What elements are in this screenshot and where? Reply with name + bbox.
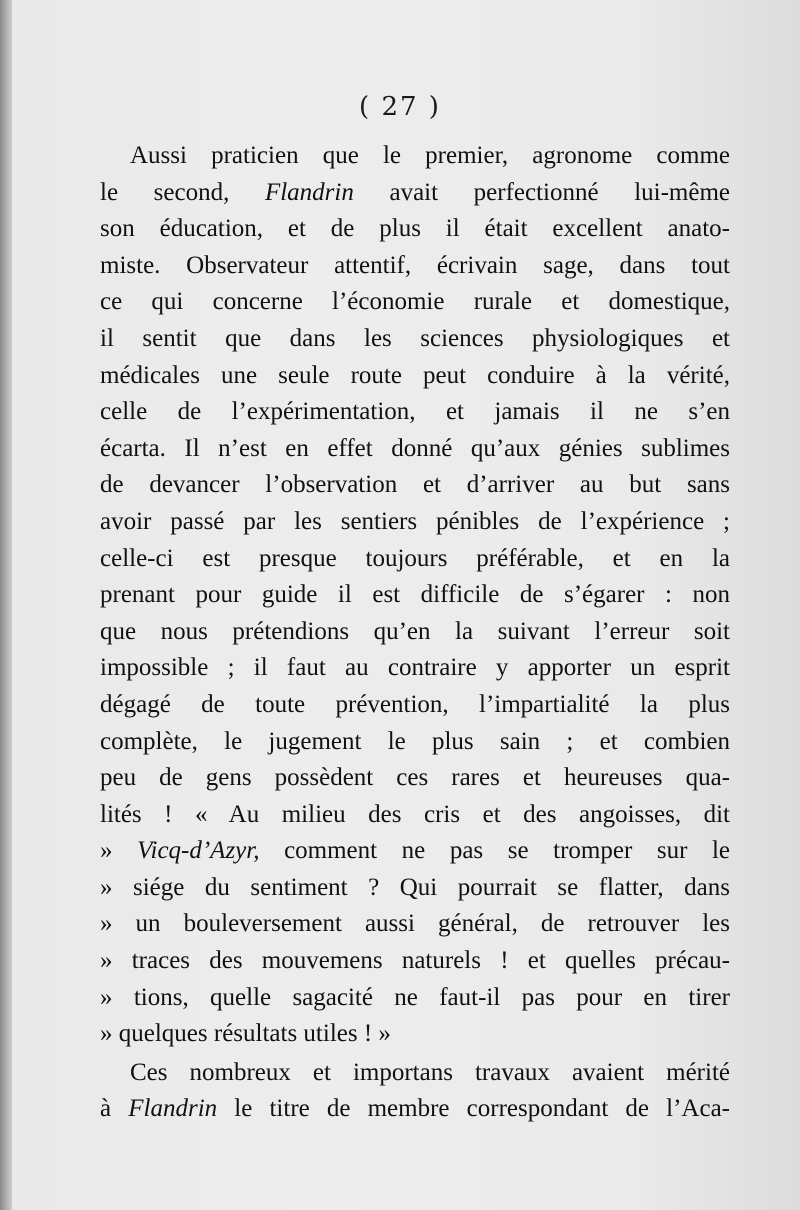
text-line: dégagé de toute prévention, l’impartialité la plus bbox=[100, 690, 730, 718]
text-line: écarta. Il n’est en effet donné qu’aux génies sublimes bbox=[100, 434, 730, 462]
page-gutter-shadow bbox=[0, 0, 12, 1210]
page-number: ( 27 ) bbox=[359, 92, 441, 122]
text-line: que nous prétendions qu’en la suivant l’erreur soit bbox=[100, 617, 730, 645]
text-line: complète, le jugement le plus sain ; et combien bbox=[100, 727, 730, 755]
text-line: ce qui concerne l’économie rurale et domestique, bbox=[100, 288, 730, 316]
text-line: il sentit que dans les sciences physiologiques et bbox=[100, 324, 730, 352]
text-line: avoir passé par les sentiers pénibles de l’expérience ; bbox=[100, 507, 730, 535]
text-line: médicales une seule route peut conduire à la vérité, bbox=[100, 361, 730, 389]
text-line: lités ! « Au milieu des cris et des angoisses, dit bbox=[100, 800, 730, 828]
body-text bbox=[100, 138, 730, 1128]
text-line: son éducation, et de plus il était excellent anato- bbox=[100, 215, 730, 243]
text-line: » Vicq-d’Azyr, comment ne pas se tromper sur le bbox=[100, 837, 731, 865]
text-line: » traces des mouvemens naturels ! et quelles précau- bbox=[100, 947, 730, 975]
text-line: » un bouleversement aussi général, de retrouver les bbox=[100, 910, 730, 938]
text-line: prenant pour guide il est difficile de s’égarer : non bbox=[100, 581, 730, 609]
text-line: impossible ; il faut au contraire y apporter un esprit bbox=[100, 654, 730, 682]
text-line: Aussi praticien que le premier, agronome comme bbox=[130, 142, 730, 169]
text-line: de devancer l’observation et d’arriver au but sans bbox=[100, 471, 730, 499]
text-line: celle de l’expérimentation, et jamais il ne s’en bbox=[100, 398, 730, 426]
text-line: miste. Observateur attentif, écrivain sage, dans tout bbox=[100, 251, 730, 279]
text-line: peu de gens possèdent ces rares et heureuses qua- bbox=[100, 764, 730, 792]
text-line: » quelques résultats utiles ! » bbox=[100, 1020, 391, 1048]
text-line: » tions, quelle sagacité ne faut-il pas pour en tirer bbox=[100, 983, 730, 1011]
text-line: celle-ci est presque toujours préférable, et en la bbox=[100, 544, 730, 572]
text-line: Ces nombreux et importans travaux avaient mérité bbox=[130, 1058, 730, 1086]
text-line: le second, Flandrin avait perfectionné lui-même bbox=[100, 178, 731, 206]
text-line: » siége du sentiment ? Qui pourrait se flatter, dans bbox=[100, 873, 730, 901]
text-line: à Flandrin le titre de membre correspondant de l’Aca- bbox=[100, 1095, 730, 1123]
